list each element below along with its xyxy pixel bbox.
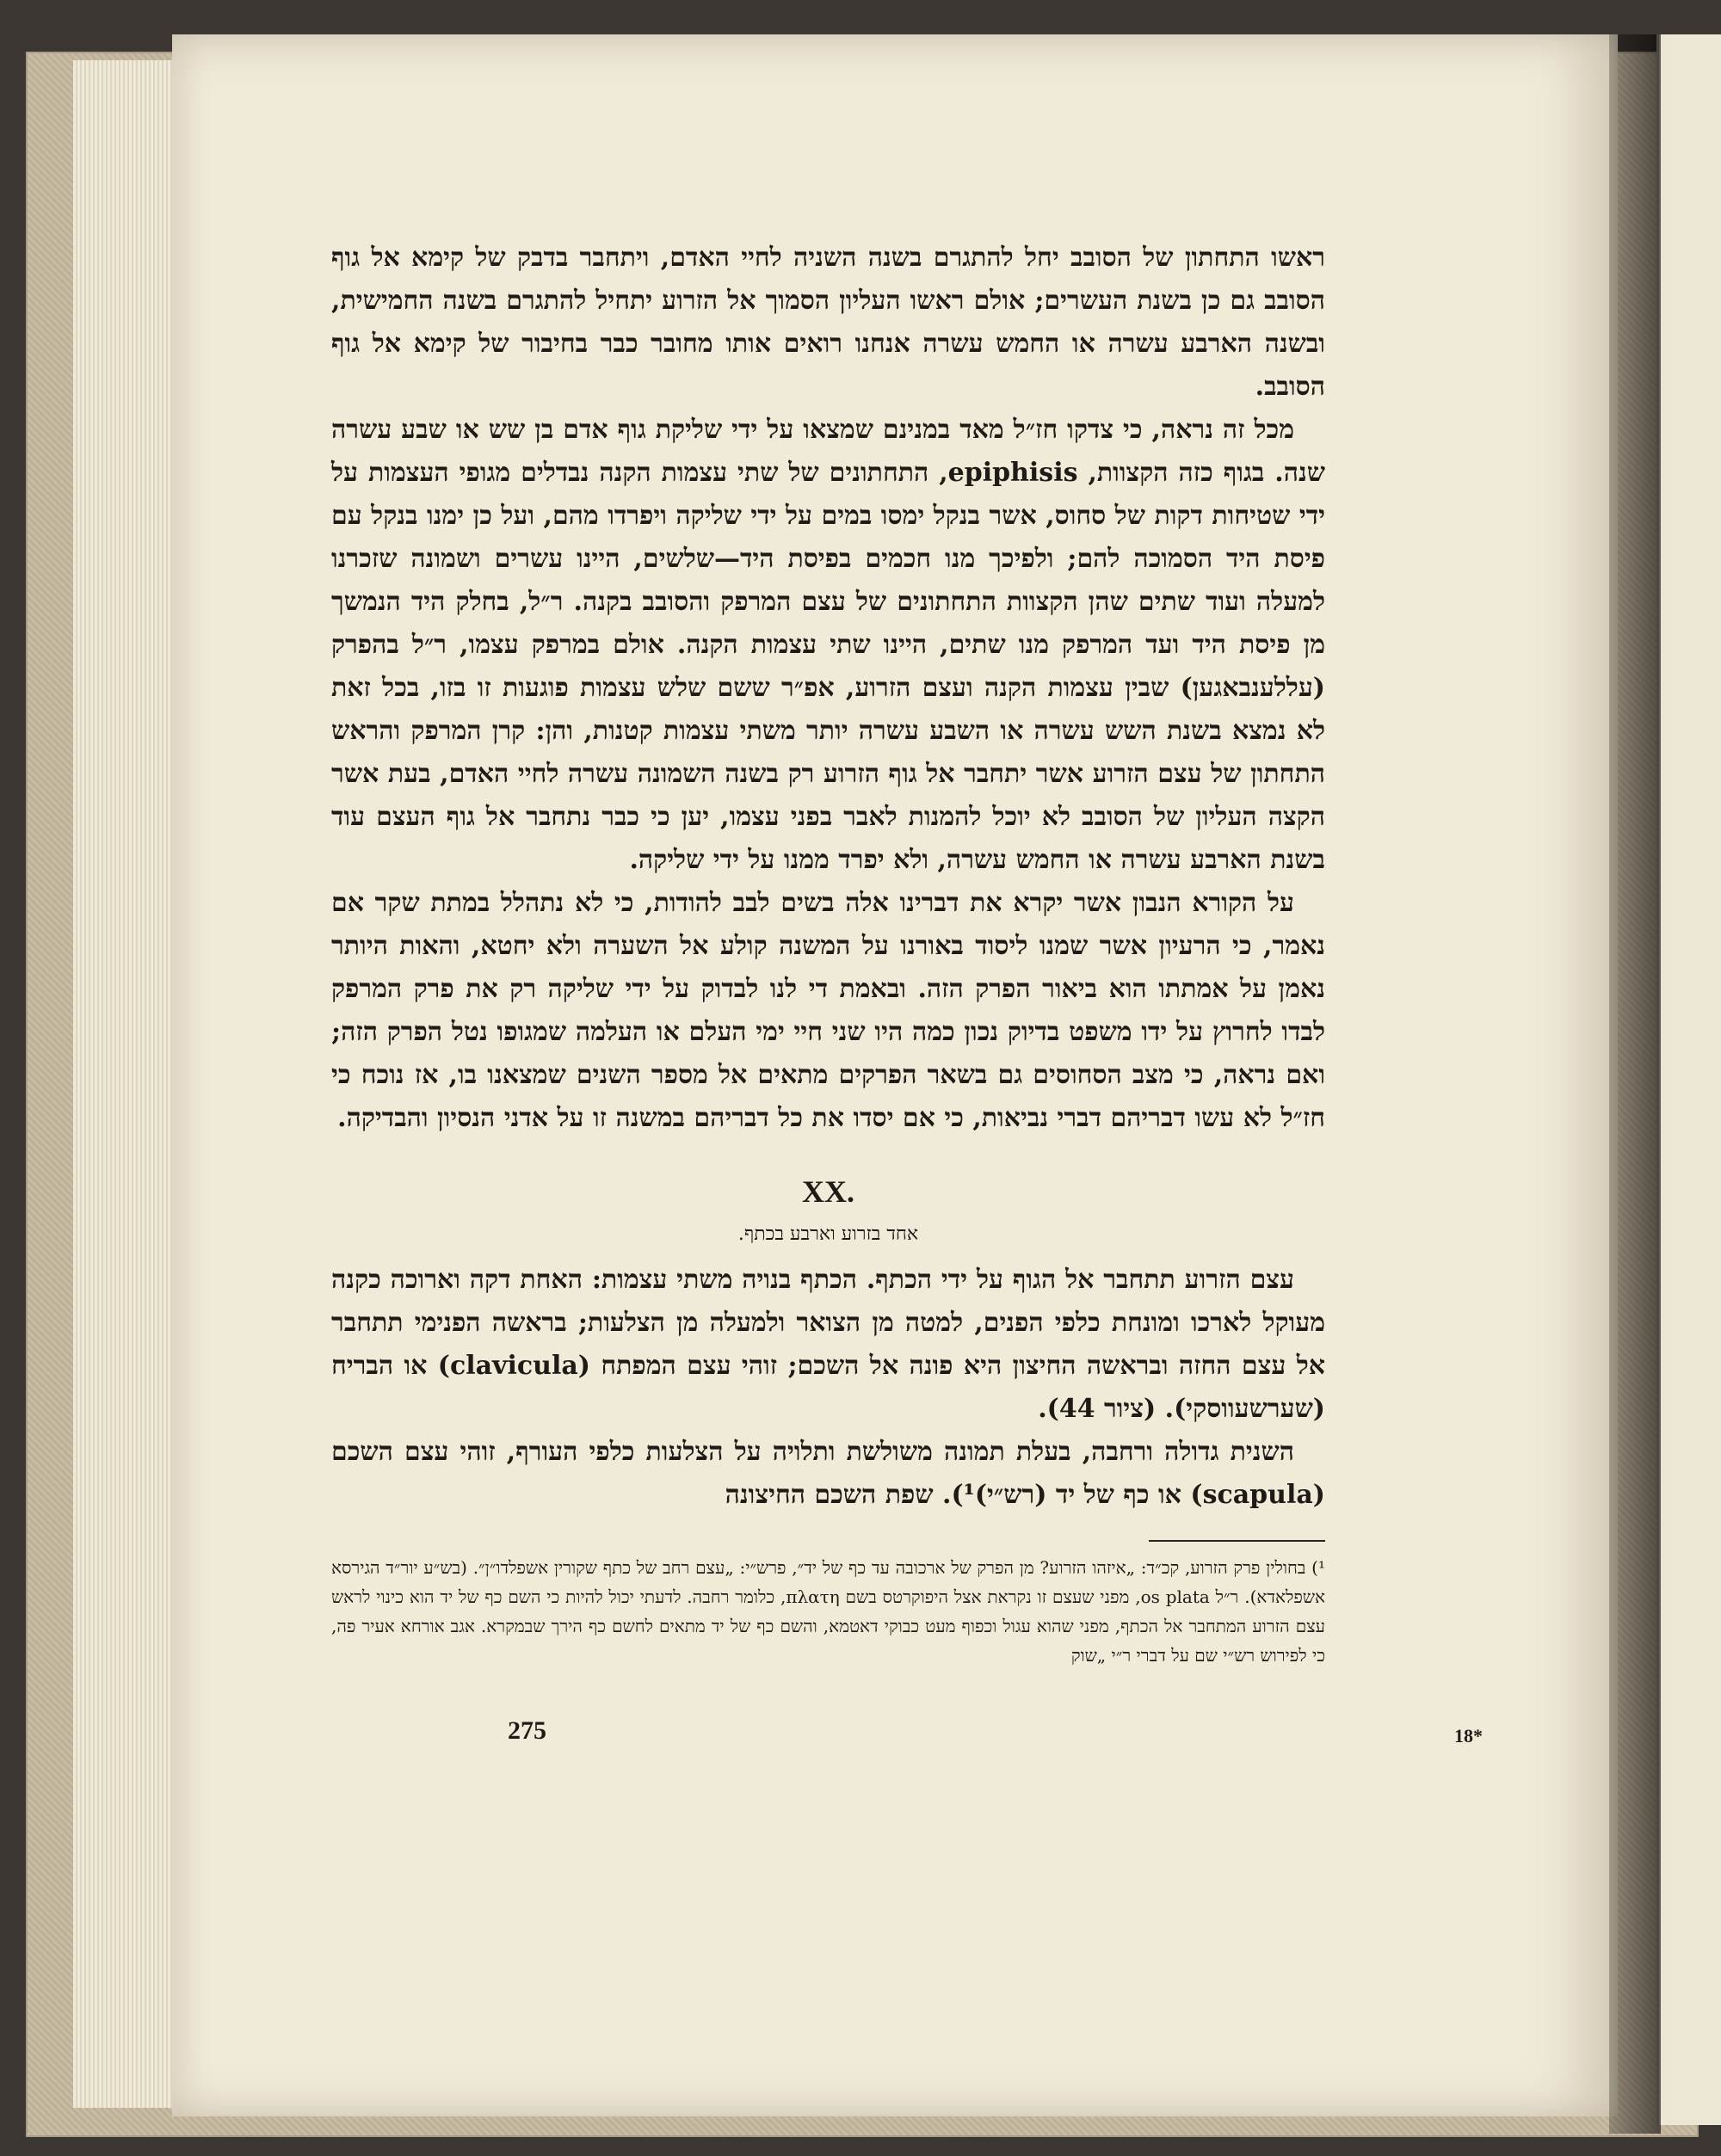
- section-paragraph-1: עצם הזרוע תתחבר אל הגוף על ידי הכתף. הכתף בנויה משתי עצמות: האחת דקה וארוכה כקנה מעוקל לארכו ומונחת כלפי הפנים, למטה מן הצואר ולמעלה מן הצלעות; בראשה הפנימי תתחבר אל עצם החזה ובראשה החיצון היא פונה אל השכם; זוהי עצם המפתח (clavicula) או הבריח (שערשעווסקי). (ציור 44).: [331, 1265, 1325, 1424]
- footnote-rule: [1149, 1540, 1325, 1542]
- page-edges: [73, 60, 176, 2108]
- main-text: [331, 237, 1325, 1517]
- paragraph-1: ראשו התחתון של הסובב יחל להתגרם בשנה השניה לחיי האדם, ויתחבר בדבק של קימא אל גוף הסובב גם כן בשנת העשרים; אולם ראשו העליון הסמוך אל הזרוע יתחיל להתגרם בשנה החמישית, ובשנה הארבע עשרה או החמש עשרה אנחנו רואים אותו מחובר כבר בחיבור של קימא אל גוף הסובב.: [331, 243, 1325, 402]
- spine-shadow: [1609, 34, 1661, 2134]
- signature-mark: 18*: [1454, 1725, 1483, 1746]
- section-subtitle: אחד בזרוע וארבע בכתף.: [737, 1223, 919, 1245]
- paragraph-3: על הקורא הנבון אשר יקרא את דברינו אלה בשים לבב להודות, כי לא נתהלל במתת שקר אם נאמר, כי הרעיון אשר שמנו ליסוד באורנו על המשנה קולע אל השערה ולא יחטא, והאות היותר נאמן על אמתתו הוא ביאור הפרק הזה. ובאמת די לנו לבדוק על ידי שליקה רק את פרק המרפק לבדו לחרוץ על ידו משפט בדיוק נכון כמה היו שני חיי ימי העלם או העלמה שמגופו נטל הפרק הזה; ואם נראה, כי מצב הסחוסים גם בשאר הפרקים מתאים אל מספר השנים שמצאנו בו, אז נוכח כי חז״ל לא עשו דבריהם דברי נביאות, כי אם יסדו את כל דבריהם במשנה זו על אדני הנסיון והבדיקה.: [331, 888, 1325, 1133]
- footnotes: [331, 1553, 1325, 1670]
- footnote-1: ¹) בחולין פרק הזרוע, קכ״ד: „איזהו הזרוע? מן הפרק של ארכובה עד כף של יד״, פרש״י: „עצם רחב של כתף שקורין אשפלדו״ן״. (בש״ע יור״ד הגירסא אשפלאדא). ר״ל os plata, מפני שעצם זו נקראת אצל היפוקרטס בשם πλατη, כלומר רחבה. לדעתי יכול להיות כי השם כף של יד הוא כינוי לראש עצם הזרוע המתחבר אל הכתף, מפני שהוא עגול וכפוף מעט כבוקי דאטמא, והשם כף של יד מתאים לחשם כף הירך שבמקרא. אגב אורחא אעיר פה, כי לפירוש רש״י שם על דברי ר״י „שוק: [331, 1557, 1325, 1666]
- page-number: 275: [508, 1716, 546, 1745]
- section-heading: XX.: [802, 1174, 854, 1209]
- section-paragraph-2: השנית גדולה ורחבה, בעלת תמונה משולשת ותלויה על הצלעות כלפי העורף, זוהי עצם השכם (scapula) או כף של יד (רש״י)¹). שפת השכם החיצונה: [331, 1437, 1325, 1510]
- paragraph-2: מכל זה נראה, כי צדקו חז״ל מאד במנינם שמצאו על ידי שליקת גוף אדם בן שש או שבע עשרה שנה. בגוף כזה הקצוות, epiphisis, התחתונים של שתי עצמות הקנה נבדלים מגופי העצמות על ידי שטיחות דקות של סחוס, אשר בנקל ימסו במים על ידי שליקה ויפרדו מהם, ועל כן ימנו בנקל עם פיסת היד הסמוכה להם; ולפיכך מנו חכמים בפיסת היד—שלשים, היינו עשרים ושמונה שזכרנו למעלה ועוד שתים שהן הקצוות התחתונים של עצם המרפק והסובב בקנה. ר״ל, בחלק היד הנמשך מן פיסת היד ועד המרפק מנו שתים, היינו שתי עצמות הקנה. אולם במרפק עצמו, ר״ל בהפרק (עללענבאגען) שבין עצמות הקנה ועצם הזרוע, אפ״ר ששם שלש עצמות פוגעות זו בזו, בכל זאת לא נמצא בשנת השש עשרה או השבע עשרה יותר משתי עצמות קטנות, והן: קרן המרפק והראש התחתון של עצם הזרוע אשר יתחבר אל גוף הזרוע רק בשנה השמונה עשרה לחיי האדם, בעת אשר הקצה העליון של הסובב לא יוכל להמנות לאבר בפני עצמו, יען כי כבר נתחבר אל גוף העצם עוד בשנת הארבע עשרה או החמש עשרה, ולא יפרד ממנו על ידי שליקה.: [331, 415, 1325, 875]
- facing-page-edge: [1656, 34, 1721, 2125]
